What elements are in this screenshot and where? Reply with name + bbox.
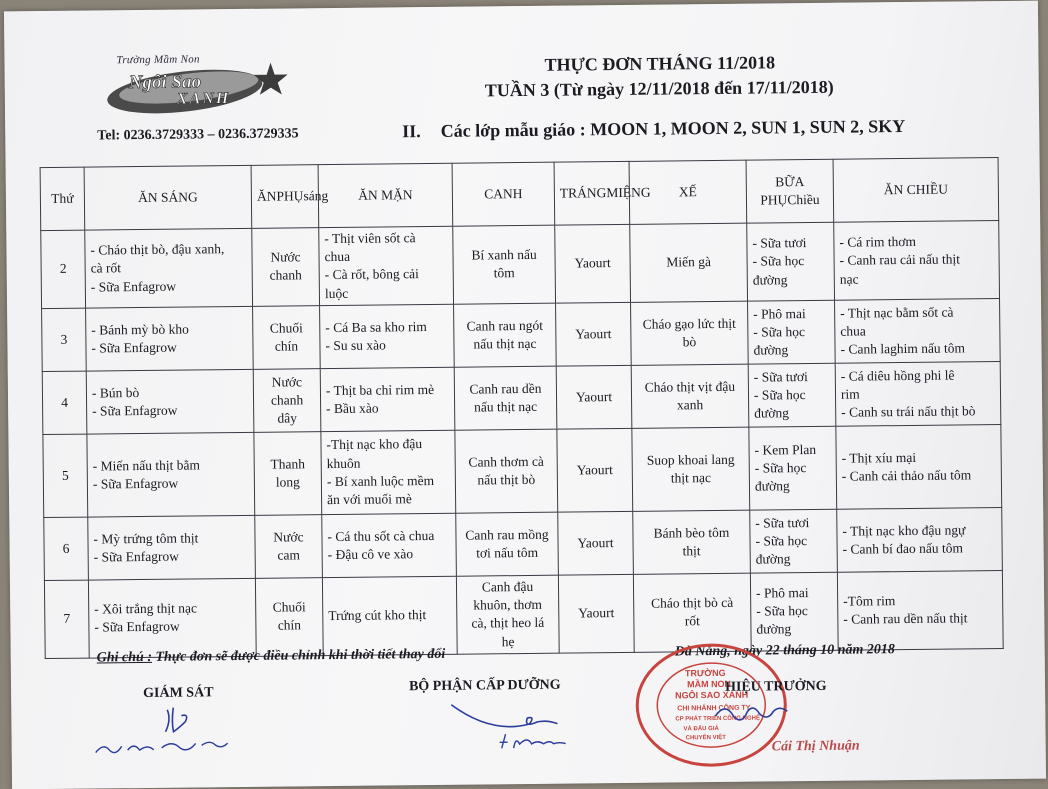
cell-line: - Cá diêu hồng phi lê bbox=[840, 367, 955, 384]
cell-line: - Sữa học bbox=[755, 532, 808, 549]
cell-line: đường bbox=[753, 342, 789, 358]
main-dish-cell bbox=[320, 367, 455, 431]
cell-line: - Sữa học bbox=[752, 253, 805, 269]
cell-line: Canh thơm cà bbox=[468, 453, 544, 470]
afternoon-snack-cell bbox=[749, 426, 837, 510]
section-title: Các lớp mẫu giáo : MOON 1, MOON 2, SUN 1, SUN 2, SKY bbox=[440, 116, 906, 141]
kitchen-signature-icon bbox=[447, 695, 598, 761]
cell-line: - Phô mai bbox=[753, 305, 806, 322]
breakfast-cell bbox=[86, 306, 254, 371]
note-text: Thực đơn sẽ được điều chỉnh khi thời tiết thay đổi bbox=[151, 646, 446, 665]
role-supervisor: GIÁM SÁT bbox=[143, 685, 214, 702]
cell-line: Chuối bbox=[272, 599, 306, 615]
cell-line: xanh bbox=[676, 397, 704, 413]
table-row bbox=[44, 507, 1003, 580]
column-header bbox=[84, 165, 252, 230]
dinner-cell bbox=[836, 424, 1002, 509]
cell-line: thịt bbox=[682, 543, 701, 559]
soup-cell bbox=[455, 429, 558, 513]
cell-line: cà rốt bbox=[90, 260, 122, 276]
cell-line: - Sữa học bbox=[756, 603, 808, 619]
cell-line: - Bí xanh luộc mềm bbox=[326, 472, 435, 489]
cell-line: hẹ bbox=[501, 633, 515, 649]
breakfast-cell bbox=[87, 432, 255, 517]
dessert-cell: Yaourt bbox=[558, 511, 634, 575]
dessert-cell: Yaourt bbox=[556, 302, 632, 366]
cell-line: - Sữa Enfagrow bbox=[93, 548, 180, 565]
breakfast-cell bbox=[86, 369, 254, 434]
svg-text:MẦM NON: MẦM NON bbox=[686, 678, 732, 690]
column-header-line: ĂN CHIỀU bbox=[883, 181, 949, 198]
note bbox=[97, 647, 446, 667]
cell-line: nạc bbox=[839, 271, 859, 287]
cell-line: tôm bbox=[493, 265, 515, 281]
cell-line: nấu thịt nạc bbox=[473, 335, 537, 352]
cell-line: đường bbox=[755, 551, 791, 567]
cell-line: - Canh su trái nấu thịt bò bbox=[841, 403, 976, 420]
cell-line: rốt bbox=[684, 613, 700, 629]
main-dish-cell bbox=[320, 304, 455, 368]
cell-line: - Cháo thịt bò, đậu xanh, bbox=[90, 241, 225, 258]
column-header-line: CANH bbox=[484, 185, 523, 202]
cell-line: Cháo thịt vịt đậu bbox=[644, 378, 736, 395]
day-cell: 3 bbox=[42, 308, 87, 371]
soup-cell bbox=[453, 225, 556, 304]
dinner-cell bbox=[835, 298, 1001, 363]
cell-line: - Mỳ trứng tôm thịt bbox=[93, 530, 199, 547]
cell-line: - Cá rim thơm bbox=[839, 234, 917, 250]
cell-line: thịt nạc bbox=[670, 469, 712, 486]
cell-line: nấu thịt nạc bbox=[474, 398, 538, 415]
cell-line: Cháo thịt bò cà bbox=[651, 594, 734, 611]
cell-line: nấu thịt bò bbox=[477, 471, 536, 488]
column-header-line: sáng bbox=[303, 187, 329, 204]
column-header bbox=[833, 158, 999, 223]
cell-line: Trứng cút kho thịt bbox=[328, 607, 427, 624]
cell-line: - Sữa học bbox=[753, 386, 806, 403]
afternoon-light-meal-cell bbox=[633, 510, 751, 574]
dinner-cell bbox=[835, 361, 1001, 426]
column-header bbox=[40, 167, 85, 230]
signing-date: Đà Nẵng, ngày 22 tháng 10 năm 2018 bbox=[674, 642, 895, 660]
cell-line: chín bbox=[274, 338, 299, 354]
cell-line: bò bbox=[682, 334, 697, 350]
table-row bbox=[43, 424, 1002, 517]
table-row bbox=[42, 298, 1001, 371]
column-header-line: BỮA PHỤ bbox=[760, 173, 805, 208]
cell-line: cam bbox=[277, 547, 300, 563]
table-row bbox=[41, 221, 1000, 309]
column-header-line: Thứ bbox=[51, 190, 74, 206]
svg-text:TRƯỜNG: TRƯỜNG bbox=[684, 667, 726, 679]
cell-line: - Thịt viên sốt cà bbox=[324, 230, 416, 247]
cell-line: đường bbox=[754, 405, 789, 421]
main-dish-cell bbox=[322, 576, 457, 655]
column-header bbox=[251, 165, 329, 229]
day-cell: 5 bbox=[43, 434, 88, 517]
cell-line: Nước bbox=[273, 528, 304, 545]
cell-line: Canh rau ngót bbox=[466, 317, 544, 334]
cell-line: long bbox=[275, 474, 300, 490]
principal-name: Cái Thị Nhuận bbox=[771, 738, 860, 755]
svg-text:NGÔI SAO XANH: NGÔI SAO XANH bbox=[675, 689, 749, 701]
cell-line: chanh bbox=[269, 267, 302, 284]
day-cell: 2 bbox=[41, 230, 86, 308]
cell-line: Bí xanh nấu bbox=[471, 247, 537, 263]
cell-line: Cháo gạo lức thịt bbox=[642, 315, 736, 332]
column-header-line: TRÁNG bbox=[559, 185, 607, 201]
cell-line: - Bầu xào bbox=[326, 400, 379, 416]
day-cell: 4 bbox=[42, 371, 87, 434]
menu-sheet bbox=[4, 1, 1046, 789]
morning-snack-cell bbox=[255, 578, 323, 657]
day-cell: 7 bbox=[44, 580, 89, 658]
cell-line: -Thịt nạc kho đậu bbox=[326, 436, 423, 453]
breakfast-cell bbox=[88, 515, 256, 580]
svg-text:CHUYÊN VIỆT: CHUYÊN VIỆT bbox=[685, 734, 726, 742]
column-header bbox=[554, 161, 651, 225]
main-dish-cell bbox=[319, 226, 454, 305]
main-dish-cell bbox=[321, 430, 456, 514]
cell-line: - Thịt nạc kho đậu ngự bbox=[842, 522, 966, 539]
soup-cell bbox=[456, 575, 559, 654]
cell-line: Canh rau mồng bbox=[465, 526, 549, 543]
cell-line: chua bbox=[324, 249, 351, 265]
afternoon-light-meal-cell bbox=[631, 364, 749, 428]
role-principal: HIỆU TRƯỞNG bbox=[724, 678, 827, 695]
cell-line: - Kem Plan bbox=[754, 441, 817, 458]
cell-line: - Sữa Enfagrow bbox=[91, 339, 177, 356]
cell-line: Suop khoai lang bbox=[646, 451, 735, 468]
cell-line: - Sữa tươi bbox=[752, 235, 807, 251]
dessert-cell: Yaourt bbox=[558, 574, 634, 653]
cell-line: - Phô mai bbox=[756, 585, 809, 601]
column-header-line: ĂN bbox=[256, 188, 277, 204]
cell-line: - Đậu cô ve xào bbox=[327, 546, 414, 562]
afternoon-snack-cell bbox=[750, 509, 838, 573]
phone-numbers: Tel: 0236.3729333 – 0236.3729335 bbox=[97, 126, 299, 144]
section-heading bbox=[402, 116, 905, 142]
cell-line: Miến gà bbox=[666, 254, 712, 270]
cell-line: khuôn, thơm bbox=[473, 596, 543, 613]
column-header-line: Chiều bbox=[787, 191, 820, 208]
cell-line: rim bbox=[840, 386, 860, 402]
menu-title: THỰC ĐƠN THÁNG 11/2018 bbox=[544, 52, 776, 75]
cell-line: - Sữa Enfagrow bbox=[92, 475, 179, 492]
cell-line: - Cá Ba sa kho rim bbox=[325, 318, 427, 335]
cell-line: - Thịt nạc bằm sốt cà bbox=[840, 304, 954, 321]
column-header bbox=[452, 162, 555, 226]
section-number: II. bbox=[402, 121, 421, 142]
dinner-cell bbox=[834, 221, 1000, 301]
cell-line: - Sữa học bbox=[754, 459, 807, 476]
column-header-line: ĂN SÁNG bbox=[138, 189, 198, 205]
cell-line: chanh bbox=[270, 392, 304, 408]
cell-line: - Sữa Enfagrow bbox=[94, 618, 180, 635]
cell-line: Canh rau dền bbox=[469, 380, 542, 397]
table-row bbox=[42, 361, 1001, 434]
column-header-line: XẾ bbox=[678, 184, 697, 200]
cell-line: Chuối bbox=[269, 319, 303, 336]
week-title: TUẦN 3 (Từ ngày 12/11/2018 đến 17/11/2018) bbox=[484, 76, 834, 101]
dessert-cell: Yaourt bbox=[555, 224, 631, 303]
main-dish-cell bbox=[322, 513, 457, 577]
morning-snack-cell bbox=[255, 515, 323, 579]
cell-line: -Tôm rim bbox=[843, 593, 896, 609]
cell-line: luộc bbox=[324, 285, 349, 301]
svg-text:CHI NHÁNH CÔNG TY: CHI NHÁNH CÔNG TY bbox=[677, 704, 751, 713]
afternoon-snack-cell bbox=[748, 363, 836, 427]
cell-line: - Miến nấu thịt bằm bbox=[92, 457, 201, 474]
cell-line: dây bbox=[277, 410, 298, 426]
cell-line: tơi nấu tôm bbox=[476, 544, 539, 561]
column-header bbox=[318, 163, 453, 227]
logo-name-text: Ngôi Sao bbox=[128, 71, 202, 94]
soup-cell bbox=[454, 366, 557, 430]
dinner-cell bbox=[837, 507, 1003, 572]
cell-line: chua bbox=[840, 323, 866, 339]
logo-top-text: Trường Mầm Non bbox=[116, 53, 200, 67]
column-header-line: ĂN MẶN bbox=[358, 187, 413, 203]
day-cell: 6 bbox=[44, 517, 89, 580]
cell-line: cà, thịt heo lá bbox=[471, 615, 545, 631]
cell-line: - Cá thu sốt cà chua bbox=[327, 527, 435, 544]
cell-line: - Thịt xíu mại bbox=[841, 449, 917, 466]
cell-line: đường bbox=[752, 271, 788, 288]
cell-line: ăn với muối mè bbox=[327, 491, 412, 508]
cell-line: Bánh bèo tôm bbox=[653, 524, 730, 541]
morning-snack-cell bbox=[252, 228, 320, 307]
morning-snack-cell bbox=[253, 369, 321, 433]
afternoon-snack-cell bbox=[747, 222, 835, 301]
cell-line: - Sữa tươi bbox=[753, 368, 808, 385]
cell-line: Nước bbox=[270, 249, 301, 265]
soup-cell bbox=[456, 512, 559, 576]
cell-line: - Cà rốt, bông cải bbox=[324, 266, 419, 283]
morning-snack-cell bbox=[254, 432, 322, 516]
column-header-line: MIỆNG bbox=[606, 184, 651, 201]
principal-signature-icon bbox=[711, 695, 791, 736]
supervisor-signature-icon bbox=[81, 699, 262, 771]
morning-snack-cell bbox=[253, 306, 321, 370]
cell-line: - Canh bí đao nấu tôm bbox=[842, 540, 964, 557]
cell-line: - Canh rau cải nấu thịt bbox=[839, 251, 961, 269]
svg-text:VÀ ĐẤU GIÁ: VÀ ĐẤU GIÁ bbox=[683, 725, 719, 733]
cell-line: - Canh laghim nấu tôm bbox=[840, 340, 966, 357]
afternoon-snack-cell bbox=[748, 300, 836, 364]
cell-line: Nước bbox=[271, 373, 303, 390]
breakfast-cell bbox=[85, 228, 253, 308]
cell-line: - Canh cải thảo nấu tôm bbox=[841, 467, 972, 484]
cell-line: - Thịt ba chỉ rim mè bbox=[325, 381, 435, 398]
afternoon-light-meal-cell bbox=[632, 427, 750, 511]
dinner-cell bbox=[837, 570, 1003, 650]
afternoon-light-meal-cell bbox=[630, 223, 748, 302]
logo-name-text-2: XANH bbox=[176, 90, 231, 108]
cell-line: - Bún bò bbox=[91, 384, 140, 401]
cell-line: - Bánh mỳ bò kho bbox=[91, 321, 189, 338]
note-label: Ghi chú : bbox=[96, 649, 153, 666]
column-header-line: PHỤ bbox=[276, 188, 304, 204]
cell-line: chín bbox=[277, 617, 302, 633]
table-header-row bbox=[40, 158, 999, 231]
cell-line: - Canh rau dền nấu thịt bbox=[843, 610, 968, 627]
cell-line: - Sữa Enfagrow bbox=[92, 402, 178, 419]
cell-line: - Xôi trắng thịt nạc bbox=[94, 600, 198, 617]
role-kitchen: BỘ PHẬN CẤP DƯỠNG bbox=[408, 677, 561, 695]
svg-text:CP PHÁT TRIỂN CÔNG NGHỆ: CP PHÁT TRIỂN CÔNG NGHỆ bbox=[675, 715, 760, 723]
cell-line: - Su su xào bbox=[325, 337, 386, 353]
cell-line: Canh đậu bbox=[481, 578, 534, 595]
cell-line: đường bbox=[756, 621, 792, 638]
breakfast-cell bbox=[88, 578, 256, 658]
menu-table bbox=[40, 157, 1004, 659]
column-header bbox=[746, 159, 834, 223]
table-body bbox=[41, 221, 1003, 659]
soup-cell bbox=[454, 303, 557, 367]
cell-line: đường bbox=[754, 478, 790, 494]
cell-line: khuôn bbox=[326, 455, 361, 471]
cell-line: - Sữa Enfagrow bbox=[90, 278, 177, 295]
afternoon-light-meal-cell bbox=[631, 301, 749, 365]
dessert-cell: Yaourt bbox=[557, 428, 633, 512]
cell-line: - Sữa tươi bbox=[755, 514, 810, 531]
school-logo bbox=[102, 52, 293, 120]
cell-line: Thanh bbox=[270, 455, 306, 472]
cell-line: - Sữa học bbox=[753, 323, 805, 340]
dessert-cell: Yaourt bbox=[556, 365, 632, 429]
